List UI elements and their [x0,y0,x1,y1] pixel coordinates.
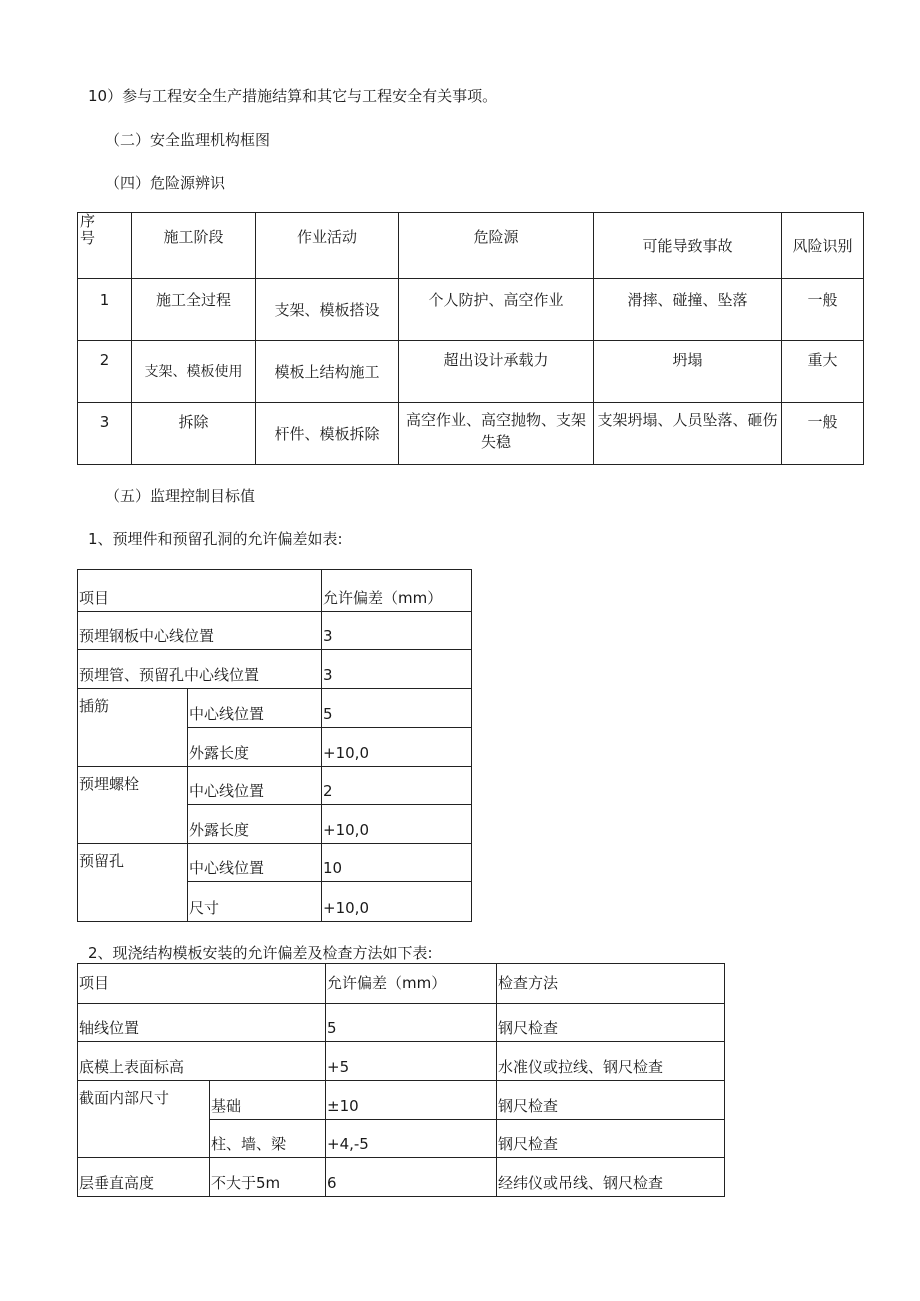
row-risk: 一般 [782,279,864,341]
formwork-tolerance-table [77,963,725,1197]
row-sub-label: 基础 [210,1081,326,1120]
table1-caption: 1、预埋件和预留孔洞的允许偏差如表: [88,530,343,548]
row-value: +4,-5 [326,1120,497,1158]
row-sub-label: 中心线位置 [188,767,322,805]
row-hazard: 个人防护、高空作业 [399,279,594,341]
row-sub-label: 外露长度 [188,728,322,767]
row-sub-label: 不大于5m [210,1158,326,1197]
header-seq-line2: 号 [80,229,96,247]
row-stage: 支架、模板使用 [132,341,256,403]
row-label: 预埋管、预留孔中心线位置 [78,650,322,689]
row-value: 5 [322,689,472,728]
hazard-table [77,212,864,465]
section-heading-control-targets: （五）监理控制目标值 [105,487,256,505]
row-method: 经纬仪或吊线、钢尺检查 [497,1158,725,1197]
table-row [78,964,725,1004]
header-seq [78,213,132,279]
row-sub-label: 柱、墙、梁 [210,1120,326,1158]
header-hazard: 危险源 [399,213,594,279]
hazard-table-header-row [78,213,864,279]
row-accident: 坍塌 [594,341,782,403]
row-risk: 一般 [782,403,864,465]
row-label: 轴线位置 [78,1004,326,1042]
row-value: ±10 [326,1081,497,1120]
section-heading-hazard-identification: （四）危险源辨识 [105,174,226,192]
table-row [78,1081,725,1120]
row-stage: 施工全过程 [132,279,256,341]
table-row [78,767,472,805]
row-value: +5 [326,1042,497,1081]
table-row [78,844,472,882]
header-accident: 可能导致事故 [594,213,782,279]
header-tolerance: 允许偏差（mm） [326,964,497,1004]
table-row [78,689,472,728]
row-group-label: 预留孔 [78,844,188,922]
row-group-label: 截面内部尺寸 [78,1081,210,1158]
header-stage: 施工阶段 [132,213,256,279]
row-seq: 2 [78,341,132,403]
row-label: 预埋钢板中心线位置 [78,612,322,650]
row-method: 钢尺检查 [497,1081,725,1120]
row-value: +10,0 [322,728,472,767]
row-label: 底模上表面标高 [78,1042,326,1081]
row-stage: 拆除 [132,403,256,465]
row-sub-label: 外露长度 [188,805,322,844]
row-value: 3 [322,612,472,650]
embedded-parts-tolerance-table [77,569,472,922]
row-value: 10 [322,844,472,882]
row-group-label: 预埋螺栓 [78,767,188,844]
table-row [78,279,864,341]
table-row [78,570,472,612]
row-seq: 1 [78,279,132,341]
row-method: 水准仪或拉线、钢尺检查 [497,1042,725,1081]
row-accident: 滑摔、碰撞、坠落 [594,279,782,341]
row-seq: 3 [78,403,132,465]
header-risk: 风险识别 [782,213,864,279]
table-row [78,650,472,689]
row-risk: 重大 [782,341,864,403]
row-activity: 支架、模板搭设 [256,279,399,341]
section-heading-structure-chart: （二）安全监理机构框图 [105,131,271,149]
table-row [78,1042,725,1081]
header-item: 项目 [78,570,322,612]
row-group-label: 插筋 [78,689,188,767]
row-value: 6 [326,1158,497,1197]
row-sub-label: 中心线位置 [188,844,322,882]
header-seq-line1: 序 [80,212,96,230]
table-row [78,341,864,403]
row-sub-label: 中心线位置 [188,689,322,728]
table-row [78,612,472,650]
header-activity: 作业活动 [256,213,399,279]
table2-caption: 2、现浇结构模板安装的允许偏差及检查方法如下表: [88,944,433,962]
row-activity: 模板上结构施工 [256,341,399,403]
row-hazard: 高空作业、高空抛物、支架失稳 [399,403,594,465]
table-row [78,1004,725,1042]
row-accident: 支架坍塌、人员坠落、砸伤 [594,403,782,465]
paragraph-item-10: 10）参与工程安全生产措施结算和其它与工程安全有关事项。 [88,87,498,105]
row-value: 3 [322,650,472,689]
row-method: 钢尺检查 [497,1120,725,1158]
row-label: 层垂直高度 [78,1158,210,1197]
header-method: 检查方法 [497,964,725,1004]
header-tolerance: 允许偏差（mm） [322,570,472,612]
table-row [78,403,864,465]
row-value: 5 [326,1004,497,1042]
row-hazard: 超出设计承载力 [399,341,594,403]
row-value: +10,0 [322,882,472,922]
row-method: 钢尺检查 [497,1004,725,1042]
row-value: 2 [322,767,472,805]
row-sub-label: 尺寸 [188,882,322,922]
row-value: +10,0 [322,805,472,844]
header-item: 项目 [78,964,326,1004]
row-activity: 杆件、模板拆除 [256,403,399,465]
table-row [78,1158,725,1197]
